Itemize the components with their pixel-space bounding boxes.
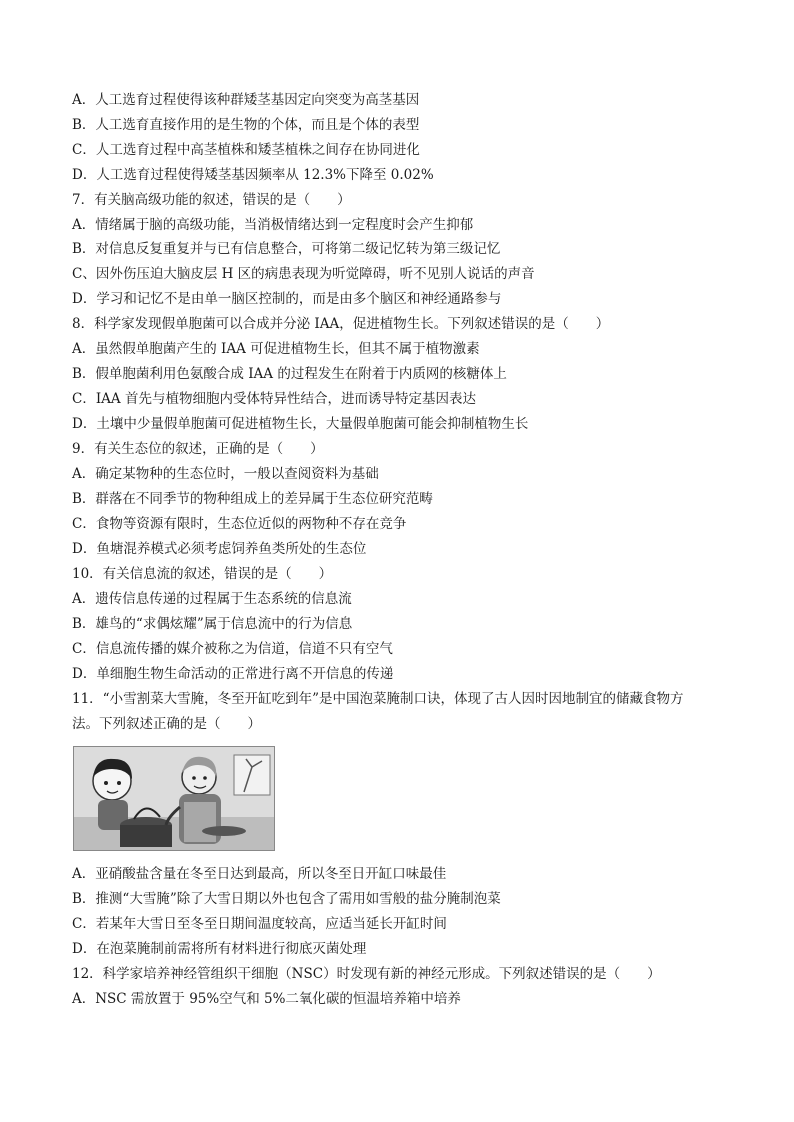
question-12: 12．科学家培养神经管组织干细胞（NSC）时发现有新的神经元形成。下列叙述错误的是（ ） [72, 966, 661, 982]
line-1: A．人工选育过程使得该种群矮茎基因定向突变为高茎基因 [72, 92, 420, 108]
q11-option-d: D．在泡菜腌制前需将所有材料进行彻底灭菌处理 [72, 941, 367, 957]
q8-option-d: D．土壤中少量假单胞菌可促进植物生长，大量假单胞菌可能会抑制植物生长 [72, 416, 529, 432]
q7-option-a: A．情绪属于脑的高级功能，当消极情绪达到一定程度时会产生抑郁 [72, 217, 474, 233]
q9-option-c: C．食物等资源有限时，生态位近似的两物种不存在竞争 [72, 516, 407, 532]
q9-option-d: D．鱼塘混养模式必须考虑饲养鱼类所处的生态位 [72, 541, 367, 557]
q10-option-c: C．信息流传播的媒介被称之为信道，信道不只有空气 [72, 641, 393, 657]
question-10: 10．有关信息流的叙述，错误的是（ ） [72, 566, 333, 582]
q11-option-c: C．若某年大雪日至冬至日期间温度较高，应适当延长开缸时间 [72, 916, 447, 932]
q9-option-a: A．确定某物种的生态位时，一般以查阅资料为基础 [72, 466, 379, 482]
q11-option-a: A．亚硝酸盐含量在冬至日达到最高，所以冬至日开缸口味最佳 [72, 866, 447, 882]
q8-option-c: C．IAA 首先与植物细胞内受体特异性结合，进而诱导特定基因表达 [72, 391, 476, 407]
question-8: 8．科学家发现假单胞菌可以合成并分泌 IAA，促进植物生长。下列叙述错误的是（ ） [72, 316, 610, 332]
line-4: D．人工选育过程使得矮茎基因频率从 12.3%下降至 0.02% [72, 167, 434, 183]
q7-option-b: B．对信息反复重复并与已有信息整合，可将第二级记忆转为第三级记忆 [72, 241, 501, 257]
question-7: 7．有关脑高级功能的叙述，错误的是（ ） [72, 192, 351, 208]
q10-option-a: A．遗传信息传递的过程属于生态系统的信息流 [72, 591, 352, 607]
line-3: C．人工选育过程中高茎植株和矮茎植株之间存在协同进化 [72, 142, 420, 158]
question-11-cont: 法。下列叙述正确的是（ ） [72, 716, 261, 732]
q7-option-c: C、因外伤压迫大脑皮层 H 区的病患表现为听觉障碍，听不见别人说话的声音 [72, 266, 535, 282]
q8-option-a: A．虽然假单胞菌产生的 IAA 可促进植物生长，但其不属于植物激素 [72, 341, 480, 357]
pickling-illustration-drawing [74, 747, 274, 850]
pickling-illustration [73, 746, 275, 851]
line-2: B．人工选育直接作用的是生物的个体，而且是个体的表型 [72, 117, 420, 133]
q8-option-b: B．假单胞菌利用色氨酸合成 IAA 的过程发生在附着于内质网的核糖体上 [72, 366, 507, 382]
q12-option-a: A．NSC 需放置于 95%空气和 5%二氧化碳的恒温培养箱中培养 [72, 991, 461, 1007]
q9-option-b: B．群落在不同季节的物种组成上的差异属于生态位研究范畴 [72, 491, 433, 507]
q11-option-b: B．推测“大雪腌”除了大雪日期以外也包含了需用如雪般的盐分腌制泡菜 [72, 891, 501, 907]
q7-option-d: D．学习和记忆不是由单一脑区控制的，而是由多个脑区和神经通路参与 [72, 291, 502, 307]
q10-option-d: D．单细胞生物生命活动的正常进行离不开信息的传递 [72, 666, 394, 682]
q10-option-b: B．雄鸟的“求偶炫耀”属于信息流中的行为信息 [72, 616, 353, 632]
question-11: 11．“小雪割菜大雪腌，冬至开缸吃到年”是中国泡菜腌制口诀，体现了古人因时因地制宜的储藏食物方 [72, 691, 684, 707]
question-9: 9．有关生态位的叙述，正确的是（ ） [72, 441, 324, 457]
